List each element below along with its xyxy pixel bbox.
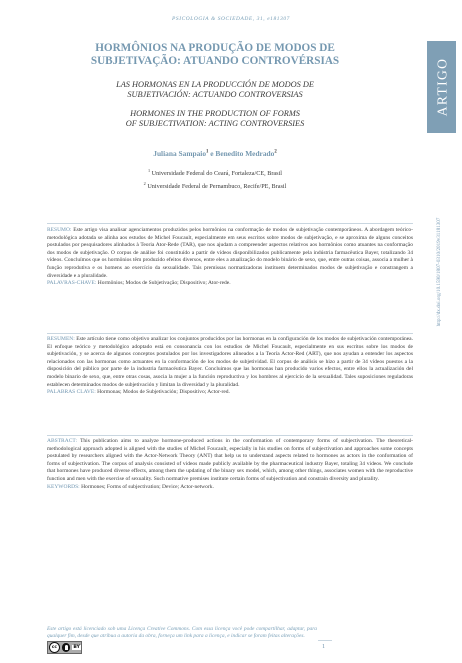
title-portuguese-line1: HORMÔNIOS NA PRODUÇÃO DE MODOS DE: [95, 42, 335, 54]
author-line: [60, 149, 370, 158]
resumen-paragraph: [47, 336, 413, 389]
doi-link-area[interactable]: [433, 142, 445, 402]
abstract-keywords-text: Hormones; Forms of subjectivation; Device; Actor-network.: [81, 483, 214, 490]
affiliation-1-text: Universidade Federal do Ceará, Fortaleza/CE, Brasil: [151, 170, 283, 178]
resumen-keywords: [47, 389, 413, 397]
title-english-line1: HORMONES IN THE PRODUCTION OF FORMS: [130, 109, 300, 118]
title-english-line2: OF SUBJECTIVATION: ACTING CONTROVERSIES: [125, 119, 305, 129]
doi-link[interactable]: http://dx.doi.org/10.1590/1807-0310/2019v31181307: [436, 217, 442, 327]
page-number-rule: [318, 640, 332, 641]
affiliation-1-sup: 1: [147, 168, 151, 173]
resumo-keywords: [47, 280, 413, 288]
resumo-paragraph: [47, 227, 413, 280]
resumen-keywords-label: PALABRAS CLAVE:: [47, 389, 96, 396]
section-label-text: ARTIGO: [434, 57, 449, 117]
author-2: Benedito Medrado: [215, 149, 275, 158]
resumen-section: [47, 336, 413, 397]
abstract-text: This publication aims to analyze hormone-produced actions in the conformation of contemporary forms of subjectivation. The theoretical-methodological approach adopted is aligned with the studies of Michel Foucault, especially in his studies on forms of subjectivation and approaches some concepts postulated by researchers aligned with the Actor-Network Theory (ANT) that help us to understand aspects related to hormones as actors in the conformation of forms of subjectivation. The corpus of analysis consisted of videos made publicly available by the pharmaceutical industry Bayer, totaling 34 videos. We conclude that hormones have produced diverse effects, among them the updating of the binary sex model, which, among other things, associates women with the reproductive function and men with the exercise of sexuality. Such normative premises institute certain forms of subjectivation and constrain diversity and plurality.: [47, 438, 414, 482]
divider-abstract: [47, 435, 413, 436]
cc-by-label: BY: [73, 645, 80, 650]
affiliation-1: [60, 168, 370, 177]
resumo-section: [47, 227, 413, 288]
title-spanish-line2: SUBJETIVACIÓN: ACTUANDO CONTROVERSIAS: [127, 90, 303, 100]
resumen-label: RESUMEN:: [47, 336, 75, 342]
abstract-paragraph: [47, 438, 413, 484]
attribution-person-icon: [62, 643, 71, 652]
abstract-keywords: [47, 484, 413, 492]
license-text: Este artigo está licenciado sob uma Licença Creative Commons. Com essa licença você pode compartilhar, adaptar, para qualquer fim, desde que atribua a autoria da obra, forneça um link para a licença, e indicar se foram feitas alterações.: [47, 626, 317, 639]
title-spanish-line1: LAS HORMONAS EN LA PRODUCCIÓN DE MODOS DE: [116, 80, 314, 89]
creative-commons-badge[interactable]: [47, 641, 82, 654]
affiliation-2: [60, 181, 370, 190]
cc-icon: cc: [49, 642, 60, 653]
title-english: [60, 109, 370, 129]
resumo-label: RESUMO:: [47, 227, 72, 233]
affiliation-2-text: Universidade Federal de Pernambuco, Recife/PE, Brasil: [147, 183, 287, 191]
divider-top: [47, 223, 413, 224]
abstract-label: ABSTRACT:: [47, 438, 77, 444]
author-2-sup: 2: [274, 149, 277, 155]
resumo-keywords-label: PALAVRAS-CHAVE:: [47, 280, 97, 287]
section-label: [430, 46, 454, 128]
author-connector: e: [208, 149, 216, 158]
title-portuguese: [60, 42, 370, 68]
resumen-text: Este artículo tiene como objetivo analizar los conjuntos producidos por las hormonas en la configuración de los modos de subjetivación contemporánea. El enfoque teórico y metodológico adoptado está en consonancia con los estudios de Michel Foucault, especialmente en sus escritos sobre los modos de subjetivación, y se acerca de algunos conceptos postulados por los investigadores alineados a la Teoría Actor-Red (ART), que nos ayudan a entender los aspectos relacionados con las hormonas como actuantes en la conformación de los modos de subjetividad. El corpus de análisis se hizo a partir de 34 vídeos puestos a la disposición del público por parte de la industria farmacéutica Bayer. Concluimos que las hormonas han producido varios efectos, entre ellos la actualización del modelo binario de sexo, que, entre otras cosas, asocia la mujer a la función reproductiva y los hombres al ejercicio de la sexualidad. Tales suposiciones reguladoras establecen determinados modos de subjetivación y limitan la diversidad y la pluralidad.: [47, 336, 414, 388]
title-spanish: [60, 80, 370, 100]
author-1: Juliana Sampaio: [153, 149, 207, 158]
divider-resumen: [47, 333, 413, 334]
author-1-sup: 1: [206, 149, 209, 155]
journal-header: PSICOLOGIA & SOCIEDADE, 31, e181307: [172, 16, 290, 22]
resumo-text: Este artigo visa analisar agenciamentos produzidos pelos hormônios na conformação de modos de subjetivação contemporâneos. A abordagem teórico-metodológica adotada se alinha aos estudos de Michel Foucault, especialmente em seus escritos sobre modos de subjetivação, e se aproxima de alguns conceitos postulados por pesquisadores alinhados à Teoria Ator-Rede (TAR), que nos ajudam a compreender aspectos relativos aos hormônios como atuantes na conformação dos modos de subjetivação. O corpus de análise foi constituído a partir de vídeos disponibilizados publicamente pela indústria farmacêutica Bayer, totalizando 34 vídeos. Concluímos que os hormônios têm produzido efeitos diversos, entre eles a atualização do modelo binário de sexo, que, entre outras coisas, associa a mulher à função reprodutiva e os homens ao exercício da sexualidade. Tais premissas normatizadoras instituem determinados modos de subjetivação e constrangem a diversidade e a pluralidade.: [47, 227, 413, 279]
resumo-keywords-text: Hormônios; Modos de Subjetivação; Dispositivo; Ator-rede.: [97, 280, 231, 287]
resumen-keywords-text: Hormonas; Modos de Subjetivación; Dispositivo; Actor-red.: [97, 389, 230, 396]
title-portuguese-line2: SUBJETIVAÇÃO: ATUANDO CONTROVÉRSIAS: [90, 55, 340, 68]
page-number: 1: [322, 643, 326, 650]
abstract-section: [47, 438, 413, 491]
affiliation-2-sup: 2: [143, 181, 146, 186]
abstract-keywords-label: KEYWORDS:: [47, 483, 80, 490]
